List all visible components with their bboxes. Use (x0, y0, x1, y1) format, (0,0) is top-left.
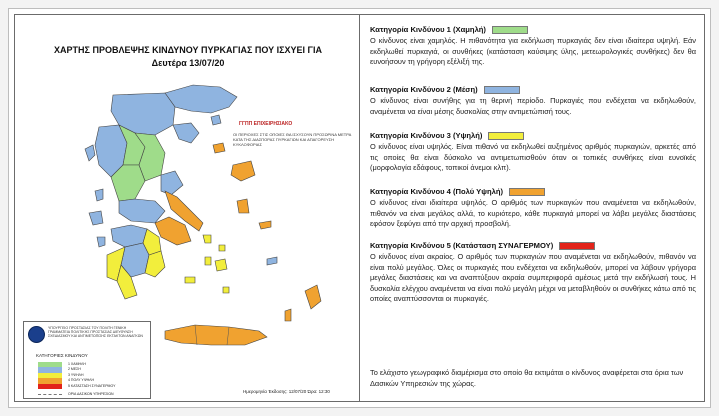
category-4-swatch (509, 188, 545, 196)
category-1-swatch (492, 26, 528, 34)
agency-tag: ΓΓΠΠ ΕΠΙΧΕΙΡΗΣΙΑΚΟ (239, 121, 293, 127)
region-kos (267, 257, 277, 265)
category-5 (370, 241, 696, 305)
region-zakynthos (97, 237, 105, 247)
region-milos (185, 277, 195, 283)
region-paros (205, 257, 211, 265)
legend-border-label: ΟΡΙΑ ΔΑΣΙΚΩΝ ΥΠΗΡΕΣΙΩΝ (68, 392, 114, 396)
category-1-title: Κατηγορία Κινδύνου 1 (Χαμηλή) (370, 25, 696, 35)
region-central-greece (119, 199, 165, 223)
region-lesvos (231, 161, 255, 181)
dashed-line-icon (38, 394, 62, 395)
legend-label-2: 2 ΜΕΣΗ (68, 367, 81, 372)
region-karpathos (285, 309, 291, 321)
legend-label-3: 3 ΥΨΗΛΗ (68, 372, 84, 377)
legend-agency: ΥΠΟΥΡΓΕΙΟ ΠΡΟΣΤΑΣΙΑΣ ΤΟΥ ΠΟΛΙΤΗ ΓΕΝΙΚΗ ΓΡΑΜΜΑΤΕΙΑ ΠΟΛΙΤΙΚΗΣ ΠΡΟΣΤΑΣΙΑΣ ΔΙΕΥΘΥΝΣΗ ΣΧΕΔΙΑΣΜΟΥ ΚΑΙ ΑΝΤΙΜΕΤΩΠΙΣΗΣ ΕΚΤΑΚΤΩΝ ΑΝΑΓΚΩΝ (48, 326, 143, 339)
category-2 (370, 85, 696, 117)
category-1 (370, 25, 696, 68)
fire-risk-map-panel (14, 14, 360, 402)
category-5-swatch (559, 242, 595, 250)
map-legend (23, 321, 151, 399)
region-lefkada (95, 189, 103, 201)
region-thrace (165, 85, 237, 113)
region-chalkidiki (173, 123, 199, 143)
legend-label-4: 4 ΠΟΛΥ ΥΨΗΛΗ (68, 378, 95, 383)
legend-label-5: 5 ΚΑΤΑΣΤΑΣΗ ΣΥΝΑΓΕΡΜΟΥ (68, 383, 116, 388)
region-andros (203, 235, 211, 243)
region-kefalonia (89, 211, 103, 225)
region-thasos (211, 115, 221, 125)
legend-border-item (38, 392, 114, 396)
region-naxos (215, 259, 227, 271)
ministry-seal-icon (28, 326, 45, 343)
map-date: Δευτέρα 13/07/20 (151, 58, 225, 68)
category-1-description: Ο κίνδυνος είναι χαμηλός. Η πιθανότητα για εκδήλωση πυρκαγιάς δεν είναι ιδιαίτερα υψηλή. Εάν εκδηλωθεί πυρκαγιά, οι συνθήκες (κατάσταση καύσιμης ύλης, μετεωρολογικές συνθήκες) δεν θα ευνοήσουν τη γρήγορη εξέλιξή της. (370, 36, 696, 67)
legend-heading: ΚΑΤΗΓΟΡΙΕΣ ΚΙΝΔΥΝΟΥ (36, 353, 88, 358)
issue-datetime: Ημερομηνία Έκδοσης: 12/07/20 Ώρα: 12:30 (243, 389, 330, 394)
category-4-description: Ο κίνδυνος είναι ιδιαίτερα υψηλός. Ο αριθμός των πυρκαγιών που αναμένεται να εκδηλωθούν, πιθανόν να είναι μεγάλος αλλά, το κυριότερο, κάθε πυρκαγιά μπορεί να λάβει μεγάλες διαστάσεις εφόσον ξεφύγει από την αρχική προσβολή. (370, 198, 696, 229)
legend-color-scale (38, 362, 62, 389)
region-corfu (85, 145, 95, 161)
category-5-title: Κατηγορία Κινδύνου 5 (Κατάσταση ΣΥΝΑΓΕΡΜΟΥ) (370, 241, 696, 251)
region-rhodes (305, 285, 321, 309)
category-2-description: Ο κίνδυνος είναι συνήθης για τη θερινή περίοδο. Πυρκαγιές που ενδέχεται να εκδηλωθούν, αναμένεται να είναι μέσης δυσκολίας στην αντιμετώπισή τους. (370, 96, 696, 116)
risk-categories-panel (360, 14, 705, 402)
category-4 (370, 187, 696, 230)
map-title: ΧΑΡΤΗΣ ΠΡΟΒΛΕΨΗΣ ΚΙΝΔΥΝΟΥ ΠΥΡΚΑΓΙΑΣ ΠΟΥ ΙΣΧΥΕΙ ΓΙΑ (54, 45, 322, 55)
category-3-description: Ο κίνδυνος είναι υψηλός. Είναι πιθανό να εκδηλωθεί αυξημένος αριθμός πυρκαγιών, αρκετές από τις οποίες θα είναι δύσκολο να αντιμετωπισθούν όταν οι τοπικές συνθήκες είναι ευνοϊκές (μορφολογία εδάφους, τοπικοί άνεμοι κλπ). (370, 142, 696, 173)
category-3-swatch (488, 132, 524, 140)
footer-note: Το ελάχιστο γεωγραφικό διαμέρισμα στο οποίο θα εκτιμάται ο κίνδυνος αναφέρεται στα όρια των Δασικών Υπηρεσιών της χώρας. (370, 368, 684, 388)
region-magnesia (161, 171, 183, 195)
region-limnos (213, 143, 225, 153)
category-2-swatch (484, 86, 520, 94)
region-samos (259, 221, 271, 229)
region-chios (237, 199, 249, 213)
category-3 (370, 131, 696, 174)
map-note: ΟΙ ΠΕΡΙΟΧΕΣ ΣΤΙΣ ΟΠΟΙΕΣ ΘΑ ΙΣΧΥΣΟΥΝ ΠΡΟΣΩΡΙΝΑ ΜΕΤΡΑ ΚΑΤΑ ΤΗΣ ΔΙΑΣΠΟΡΑΣ ΠΥΡΚΑΓΙΩΝ ΚΑΙ ΑΠΑΓΟΡΕΥΣΗ ΚΥΚΛΟΦΟΡΙΑΣ (233, 132, 352, 147)
legend-swatch-5 (38, 384, 62, 389)
category-2-title: Κατηγορία Κινδύνου 2 (Μέση) (370, 85, 696, 95)
category-4-title: Κατηγορία Κινδύνου 4 (Πολύ Υψηλή) (370, 187, 696, 197)
region-mykonos (219, 245, 225, 251)
category-3-title: Κατηγορία Κινδύνου 3 (Υψηλή) (370, 131, 696, 141)
legend-label-1: 1 ΧΑΜΗΛΗ (68, 362, 86, 366)
category-5-description: Ο κίνδυνος είναι ακραίος. Ο αριθμός των πυρκαγιών που αναμένεται να εκδηλωθούν, πιθανόν να είναι πολύ μεγάλος. Όλες οι πυρκαγιές που ενδέχεται να εκδηλωθούν, μπορεί να λάβουν γρήγορα μεγάλες διαστάσεις και να αναπτύξουν ακραία συμπεριφορά αμέσως μετά την εκδήλωσή τους. Η δυσκολία ελέγχου αναμένεται να είναι πολύ μεγάλη μέχρι να μεταβληθούν οι συνθήκες κάτω από τις οποίες αναπτύσσονται οι πυρκαγιές. (370, 252, 696, 304)
region-santorini (223, 287, 229, 293)
region-crete (165, 325, 267, 345)
